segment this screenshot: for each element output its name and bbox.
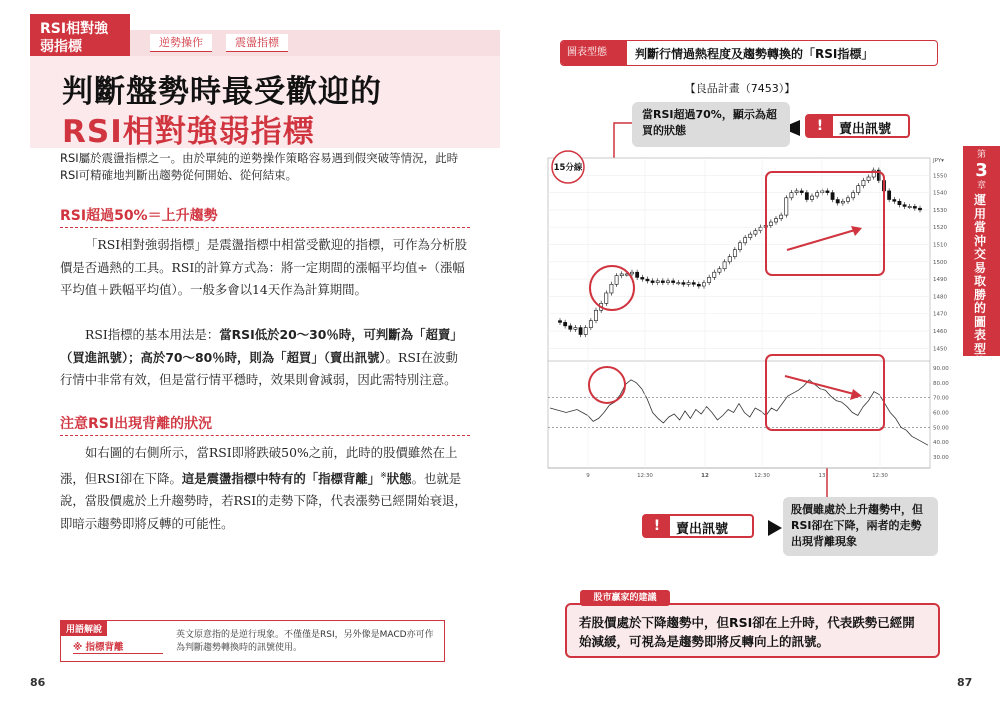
alert-icon: ! xyxy=(644,516,670,536)
paragraph-divergence-bold: 這是震盪指標中特有的「指標背離」 xyxy=(181,470,381,486)
candle xyxy=(800,191,803,193)
title-banner xyxy=(30,56,500,148)
glossary-definition: 英文原意指的是逆行現象。不僅僅是RSI，另外像是MACD亦可作為判斷趨勢轉換時的訊號使用。 xyxy=(176,630,434,653)
candle xyxy=(908,206,911,207)
figure-badge-number: 20 xyxy=(567,68,588,86)
callout-divergence: 股價雖處於上升趨勢中，但RSI卻在下降，兩者的走勢出現背離現象 xyxy=(783,497,938,556)
intro-text: RSI屬於震盪指標之一。由於單純的逆勢操作策略容易遇到假突破等情況，此時RSI可精確地判斷出趨勢從何開始、從何結束。 xyxy=(60,151,459,182)
candle xyxy=(759,227,762,230)
rsi-chart xyxy=(540,150,955,485)
advice-box: 若股價處於下降趨勢中，但RSI卻在上升時，代表跌勢已經開始減緩，可視為是趨勢即將反轉向上的訊號。 xyxy=(565,603,940,658)
rsi-tick-label: 80.00 xyxy=(933,380,949,387)
candle xyxy=(913,206,916,208)
candle xyxy=(646,279,649,281)
stock-label: 【良品計畫（7453）】 xyxy=(684,82,796,95)
paragraph-divergence-a: 如右圖的右側所示，當RSI即將跌破50%之前，此時的股價雖然在上漲，但RSI卻在下降。 xyxy=(60,445,458,486)
price-tick-label: 1550 xyxy=(933,173,947,180)
price-tick-label: 1450 xyxy=(933,346,947,353)
x-tick-label: 12:30 xyxy=(872,473,888,479)
category-label: RSI相對強弱指標 xyxy=(40,21,109,55)
candle xyxy=(713,272,716,277)
candle xyxy=(564,322,567,325)
candle xyxy=(558,321,561,323)
price-tick-label: 1520 xyxy=(933,225,947,232)
paragraph-rsi-usage-bold: 當RSI低於20～30％時，可判斷為「超賣」（買進訊號）；高於70～80％時，則為「超買」（賣出訊號） xyxy=(60,327,463,365)
candle xyxy=(790,193,793,198)
candle xyxy=(785,198,788,215)
candle xyxy=(769,222,772,225)
candle xyxy=(574,328,577,330)
glossary-term: ※ 指標背離 xyxy=(73,639,163,654)
candle xyxy=(687,283,690,285)
candle xyxy=(857,186,860,193)
candle xyxy=(841,201,844,203)
paragraph-divergence-bold2: 狀態 xyxy=(386,470,412,486)
x-tick-label: 9 xyxy=(586,473,590,479)
candle xyxy=(754,231,757,234)
candle xyxy=(846,198,849,201)
chapter-suffix: 章 xyxy=(976,181,986,191)
paragraph-rsi-usage-c: 。RSI在波動行情中非常有效，但是當行情平穩時，效果則會減弱，因此需特別注意。 xyxy=(60,349,458,387)
price-tick-label: 1490 xyxy=(933,277,947,284)
candle xyxy=(641,277,644,279)
x-tick-label: 12:30 xyxy=(754,473,770,479)
candle xyxy=(594,310,597,320)
price-tick-label: 1530 xyxy=(933,207,947,214)
candle xyxy=(672,281,675,283)
candle xyxy=(867,177,870,180)
price-tick-label: 1480 xyxy=(933,294,947,301)
figure-title: 判斷行情過熱程度及趨勢轉換的「RSI指標」 xyxy=(635,47,874,61)
sell-signal-top xyxy=(805,114,910,138)
price-tick-label: 1470 xyxy=(933,311,947,318)
sell-signal-top-label: 賣出訊號 xyxy=(839,122,892,137)
candle xyxy=(615,276,618,285)
candle xyxy=(816,193,819,196)
candle xyxy=(584,328,587,335)
candle xyxy=(738,243,741,250)
page-title-line1: 判斷盤勢時最受歡迎的 xyxy=(62,74,382,110)
tag-contrarian: 逆勢操作 xyxy=(150,34,212,52)
price-tick-label: 1540 xyxy=(933,190,947,197)
price-tick-label: 1500 xyxy=(933,259,947,266)
candle xyxy=(569,326,572,329)
candle xyxy=(810,196,813,199)
candle xyxy=(723,262,726,269)
glossary-box xyxy=(60,620,445,662)
candle xyxy=(774,219,777,222)
rsi-tick-label: 40.00 xyxy=(933,440,949,447)
timeframe-label: 15分線 xyxy=(553,163,583,173)
candle xyxy=(610,284,613,293)
candle xyxy=(893,200,896,202)
candle xyxy=(733,250,736,257)
candle xyxy=(661,281,664,283)
rsi-tick-label: 90.00 xyxy=(933,365,949,372)
paragraph-rsi-intro: 「RSI相對強弱指標」是震盪指標中相當受歡迎的指標，可作為分析股價是否過熱的工具。RSI的計算方式為：將一定期間的漲幅平均值÷（漲幅平均值＋跌幅平均值）。一般多會以14天作為計算期間。 xyxy=(60,237,468,297)
rsi-tick-label: 50.00 xyxy=(933,425,949,432)
tag-oscillator: 震盪指標 xyxy=(226,34,288,52)
sell-signal-bottom-label: 賣出訊號 xyxy=(676,522,729,537)
candle xyxy=(682,283,685,285)
candle xyxy=(630,272,633,274)
candle xyxy=(898,201,901,204)
candle xyxy=(888,191,891,200)
chapter-tab xyxy=(963,146,1000,369)
x-tick-label: 12 xyxy=(701,473,709,479)
candle xyxy=(620,274,623,276)
chapter-number-value: 3 xyxy=(975,160,988,181)
chapter-number xyxy=(963,150,1000,192)
candle xyxy=(805,193,808,200)
candle xyxy=(749,234,752,237)
alert-icon: ! xyxy=(807,116,833,136)
right-page xyxy=(500,0,1000,709)
tags-bar xyxy=(130,30,500,56)
sell-signal-bottom xyxy=(642,514,754,538)
candle xyxy=(744,238,747,243)
candle xyxy=(852,193,855,198)
paragraph-divergence-d: 。也就是說，當股價處於上升趨勢時，若RSI的走勢下降，代表漲勢已經開始衰退，即暗示趨勢即將反轉的可能性。 xyxy=(60,470,467,531)
x-tick-label: 12:30 xyxy=(637,473,653,479)
candle xyxy=(836,200,839,203)
page-number-right: 87 xyxy=(957,676,973,689)
candle xyxy=(677,283,680,284)
rsi-tick-label: 30.00 xyxy=(933,455,949,462)
chapter-title: 運用當沖交易取勝的圖表型態 xyxy=(974,193,987,369)
candle xyxy=(728,257,731,262)
candle xyxy=(697,284,700,286)
price-axis-label: JPY▾ xyxy=(933,158,944,164)
candle xyxy=(918,208,921,210)
candle xyxy=(780,215,783,218)
candle xyxy=(718,269,721,272)
candle xyxy=(651,281,654,283)
candle xyxy=(692,283,695,285)
candle xyxy=(579,328,582,335)
candle xyxy=(666,281,669,283)
candle xyxy=(605,293,608,303)
callout-overbought: 當RSI超過70%，顯示為超買的狀態 xyxy=(632,102,790,147)
section-heading-rsi-over-50: RSI超過50%＝上升趨勢 xyxy=(60,205,470,228)
candle xyxy=(636,272,639,277)
paragraph-divergence xyxy=(60,442,470,535)
advice-label: 股市贏家的建議 xyxy=(580,590,670,606)
rsi-tick-label: 70.00 xyxy=(933,395,949,402)
footnote-mark: ※ xyxy=(380,470,387,480)
paragraph-rsi-usage-a: RSI指標的基本用法是： xyxy=(85,327,220,342)
figure-badge-prefix: 圖表型態 xyxy=(567,47,607,58)
price-tick-label: 1460 xyxy=(933,329,947,336)
rsi-tick-label: 60.00 xyxy=(933,410,949,417)
candle xyxy=(708,277,711,282)
glossary-label: 用語解說 xyxy=(61,621,107,636)
chart-frame xyxy=(548,158,930,468)
price-tick-label: 1510 xyxy=(933,242,947,249)
candle xyxy=(589,321,592,328)
paragraph-rsi-usage xyxy=(60,324,470,392)
candle xyxy=(831,193,834,200)
x-tick-label: 13 xyxy=(818,473,826,479)
candle xyxy=(862,180,865,185)
arrow-left-icon xyxy=(768,520,782,536)
page-title-line2: RSI相對強弱指標 xyxy=(62,114,315,150)
candle xyxy=(795,191,798,193)
chapter-prefix: 第 xyxy=(976,150,986,160)
candle xyxy=(826,191,829,193)
section-heading-divergence: 注意RSI出現背離的狀況 xyxy=(60,413,470,436)
page-number-left: 86 xyxy=(30,676,46,689)
candle xyxy=(656,281,659,283)
candle xyxy=(903,205,906,207)
